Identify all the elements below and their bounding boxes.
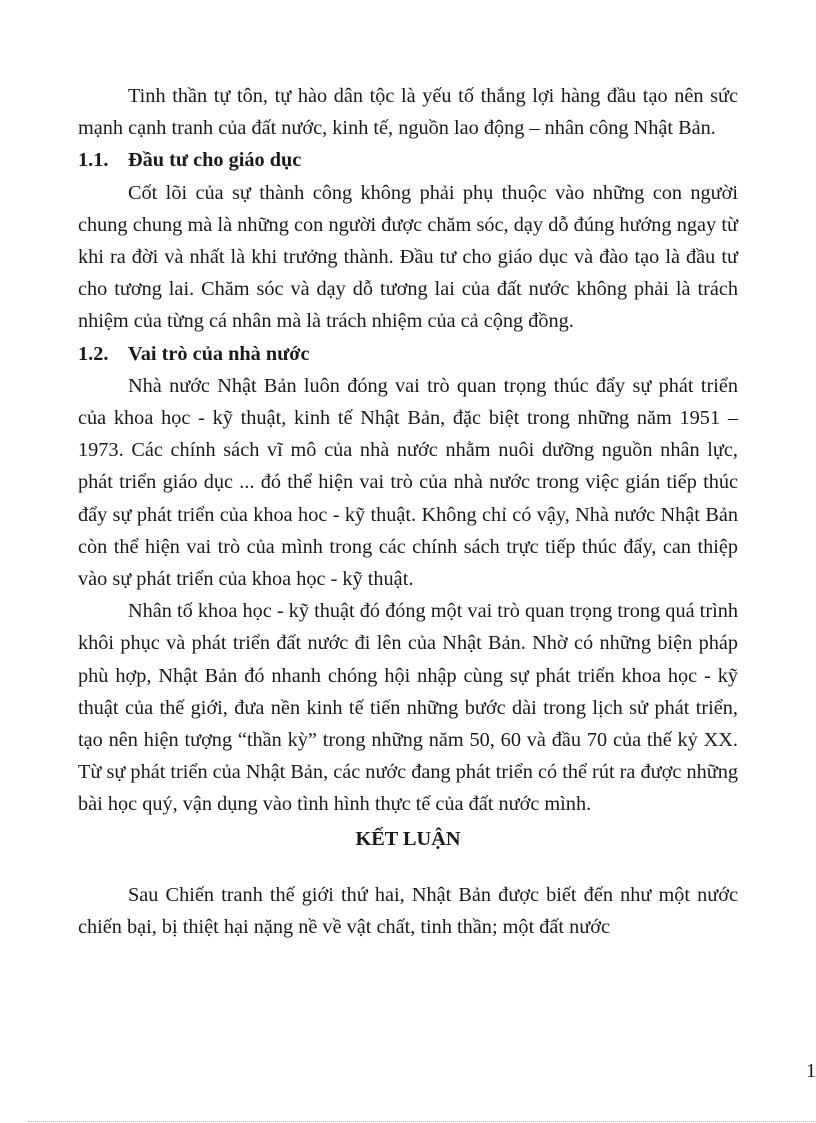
section-title: Đầu tư cho giáo dục bbox=[128, 149, 302, 172]
section-heading-1-2 bbox=[78, 338, 738, 370]
conclusion-title: KẾT LUẬN bbox=[355, 827, 461, 850]
section-number: 1.2. bbox=[78, 342, 109, 365]
section-number: 1.1. bbox=[78, 149, 109, 172]
section-1-2-paragraph-2: Nhân tố khoa học - kỹ thuật đó đóng một vai trò quan trọng trong quá trình khôi phục và phát triển đất nước đi lên của Nhật Bản. Nhờ có những biện pháp phù hợp, Nhật Bản đó nhanh chóng hội nhập cùng sự phát triển khoa học - kỹ thuật của thế giới, đưa nền kinh tế tiến những bước dài trong lịch sử phát triển, tạo nên hiện tượng “thần kỳ” trong những năm 50, 60 và đầu 70 của thế kỷ XX. Từ sự phát triển của Nhật Bản, các nước đang phát triển có thể rút ra được những bài học quý, vận dụng vào tình hình thực tế của đất nước mình. bbox=[78, 600, 738, 816]
footer-divider bbox=[28, 1121, 816, 1122]
section-title: Vai trò của nhà nước bbox=[128, 342, 310, 365]
section-heading-1-1 bbox=[78, 144, 738, 176]
document-body bbox=[78, 80, 738, 943]
conclusion-paragraph: Sau Chiến tranh thế giới thứ hai, Nhật Bản được biết đến như một nước chiến bại, bị thiệt hại nặng nề về vật chất, tinh thần; một đất nước bbox=[78, 883, 738, 938]
section-1-2-paragraph-1: Nhà nước Nhật Bản luôn đóng vai trò quan trọng thúc đẩy sự phát triển của khoa học - kỹ thuật, kinh tế Nhật Bản, đặc biệt trong những năm 1951 – 1973. Các chính sách vĩ mô của nhà nước nhằm nuôi dưỡng nguồn nhân lực, phát triển giáo dục ... đó thể hiện vai trò của nhà nước trong việc gián tiếp thúc đẩy sự phát triển của khoa hoc - kỹ thuật. Không chỉ có vậy, Nhà nước Nhật Bản còn thể hiện vai trò của mình trong các chính sách trực tiếp thúc đẩy, can thiệp vào sự phát triển của khoa học - kỹ thuật. bbox=[78, 374, 738, 591]
section-1-1-paragraph: Cốt lõi của sự thành công không phải phụ thuộc vào những con người chung chung mà là những con người được chăm sóc, dạy dỗ đúng hướng ngay từ khi ra đời và nhất là khi trưởng thành. Đầu tư cho giáo dục và đào tạo là đầu tư cho tương lai. Chăm sóc và dạy dỗ tương lai của đất nước không phải là trách nhiệm của từng cá nhân mà là trách nhiệm của cả cộng đồng. bbox=[78, 181, 738, 333]
page-number: 1 bbox=[806, 1060, 816, 1082]
intro-paragraph: Tinh thần tự tôn, tự hào dân tộc là yếu tố thắng lợi hàng đầu tạo nên sức mạnh cạnh tranh của đất nước, kinh tế, nguồn lao động – nhân công Nhật Bản. bbox=[78, 85, 738, 140]
